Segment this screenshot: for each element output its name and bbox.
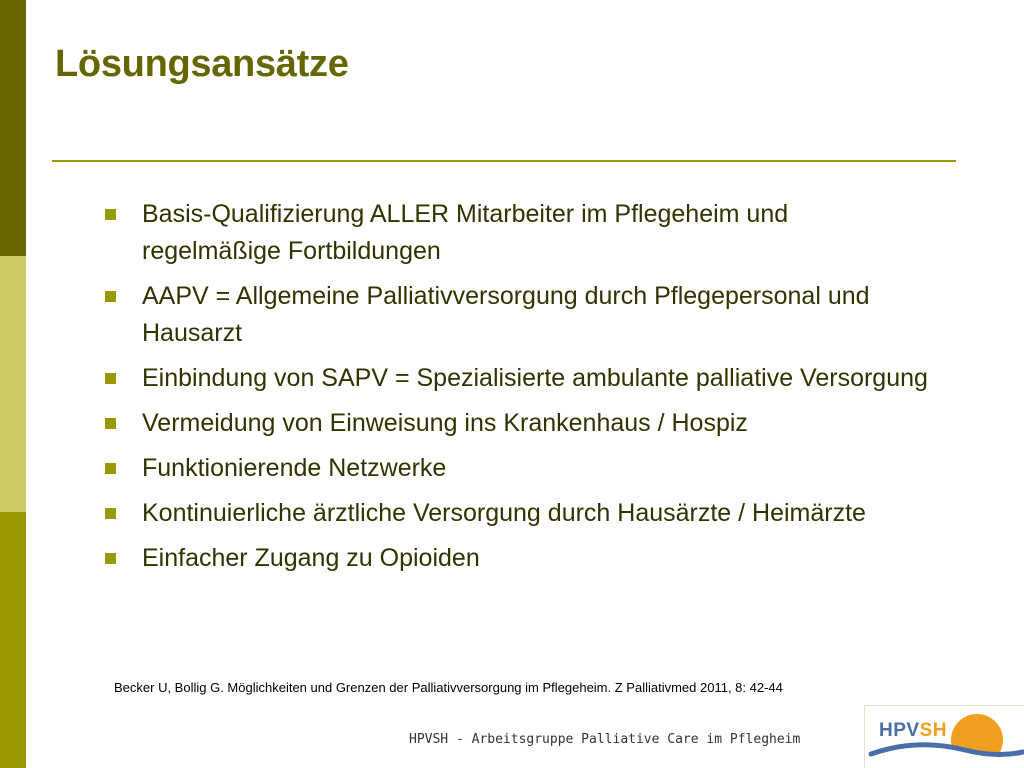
bullet-item xyxy=(104,196,934,270)
bullet-text: Funktionierende Netzwerke xyxy=(142,454,447,482)
citation: Becker U, Bollig G. Möglichkeiten und Grenzen der Palliativversorgung im Pflegeheim. Z Palliativmed 2011, 8: 42-44 xyxy=(114,680,783,695)
square-bullet-icon xyxy=(105,508,116,519)
square-bullet-icon xyxy=(105,209,116,220)
bullet-text: AAPV = Allgemeine Palliativversorgung durch Pflegepersonal und Hausarzt xyxy=(142,282,870,347)
bullet-item xyxy=(104,405,934,442)
bullet-item xyxy=(104,450,934,487)
square-bullet-icon xyxy=(105,291,116,302)
bullet-text: Kontinuierliche ärztliche Versorgung durch Hausärzte / Heimärzte xyxy=(142,499,866,527)
bullet-item xyxy=(104,360,934,397)
logo-text-sh: SH xyxy=(919,720,947,741)
logo-text xyxy=(879,720,947,742)
bullet-text: Einbindung von SAPV = Spezialisierte ambulante palliative Versorgung xyxy=(142,364,928,392)
bullet-text: Einfacher Zugang zu Opioiden xyxy=(142,544,480,572)
bullet-item xyxy=(104,278,934,352)
side-bar-top xyxy=(0,0,26,256)
logo-text-hpv: HPV xyxy=(879,720,920,741)
square-bullet-icon xyxy=(105,373,116,384)
hpvsh-logo xyxy=(864,705,1024,768)
bullet-text: Basis-Qualifizierung ALLER Mitarbeiter im Pflegeheim und regelmäßige Fortbildungen xyxy=(142,200,789,265)
title-divider xyxy=(52,160,956,162)
bullet-text: Vermeidung von Einweisung ins Krankenhaus / Hospiz xyxy=(142,409,748,437)
bullet-item xyxy=(104,495,934,532)
side-bar-bottom xyxy=(0,512,26,768)
footer-text: HPVSH - Arbeitsgruppe Palliative Care im Pflegheim xyxy=(409,732,801,747)
bullet-list xyxy=(104,196,934,585)
slide-title: Lösungsansätze xyxy=(55,43,349,85)
square-bullet-icon xyxy=(105,553,116,564)
square-bullet-icon xyxy=(105,463,116,474)
side-bar-middle xyxy=(0,256,26,512)
bullet-item xyxy=(104,540,934,577)
square-bullet-icon xyxy=(105,418,116,429)
